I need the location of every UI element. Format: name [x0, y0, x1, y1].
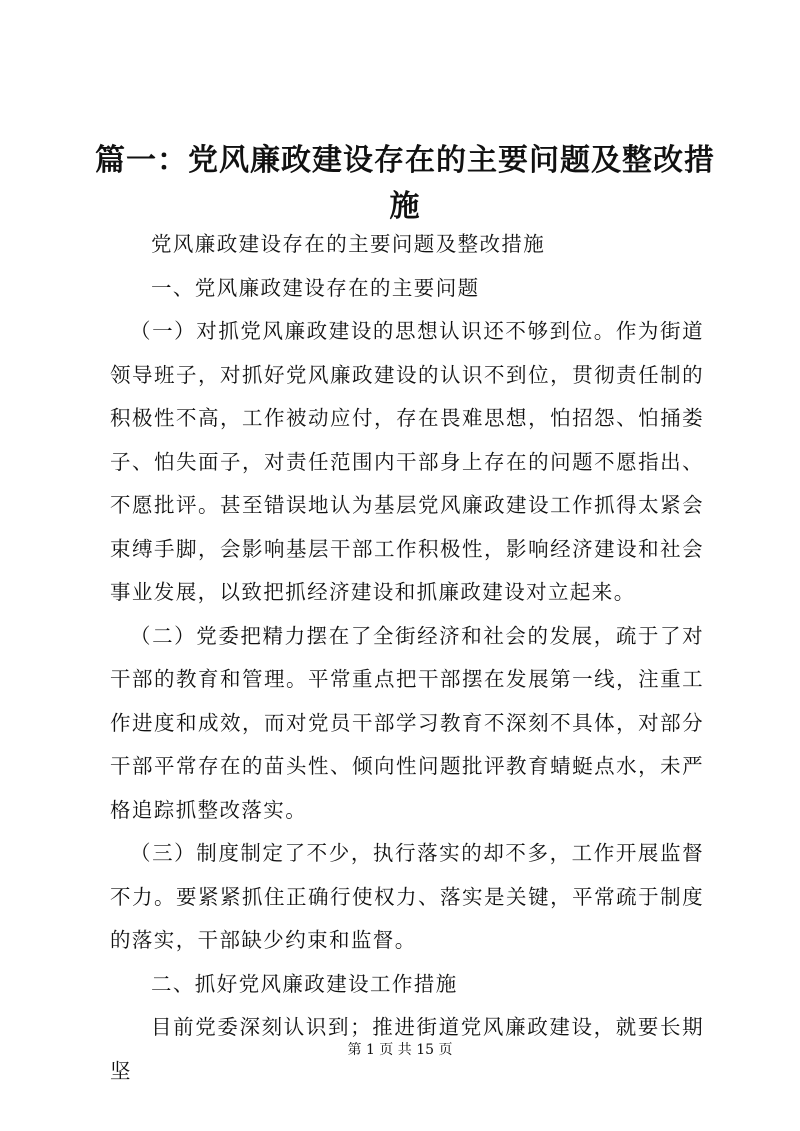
page-footer: 第 1 页 共 15 页 — [347, 1042, 453, 1058]
paragraph-item-3: （三）制度制定了不少，执行落实的却不多，工作开展监督不力。要紧紧抓住正确行使权力、落实是关键，平常疏于制度的落实，干部缺少约束和监督。 — [110, 841, 704, 952]
document-title: 篇一：党风廉政建设存在的主要问题及整改措施 — [95, 143, 715, 224]
paragraph-item-1: （一）对抓党风廉政建设的思想认识还不够到位。作为街道领导班子，对抓好党风廉政建设的认识不到位，贯彻责任制的积极性不高，工作被动应付，存在畏难思想，怕招怨、怕捅娄子、怕失面子，对责任范围内干部身上存在的问题不愿指出、不愿批评。甚至错误地认为基层党风廉政建设工作抓得太紧会束缚手脚，会影响基层干部工作积极性，影响经济建设和社会事业发展，以致把抓经济建设和抓廉政建设对立起来。 — [110, 319, 704, 604]
subtitle-paragraph: 党风廉政建设存在的主要问题及整改措施 — [151, 232, 546, 256]
document-body — [110, 223, 704, 1093]
section-heading-1: 一、党风廉政建设存在的主要问题 — [151, 275, 480, 300]
section-heading-2: 二、抓好党风廉政建设工作措施 — [151, 971, 458, 996]
paragraph-item-2: （二）党委把精力摆在了全街经济和社会的发展，疏于了对干部的教育和管理。平常重点把干部摆在发展第一线，注重工作进度和成效，而对党员干部学习教育不深刻不具体，对部分干部平常存在的苗头性、倾向性问题批评教育蜻蜓点水，未严格追踪抓整改落实。 — [110, 623, 704, 822]
paragraph-measures-intro: 目前党委深刻认识到；推进街道党风廉政建设，就要长期坚 — [110, 1015, 704, 1083]
